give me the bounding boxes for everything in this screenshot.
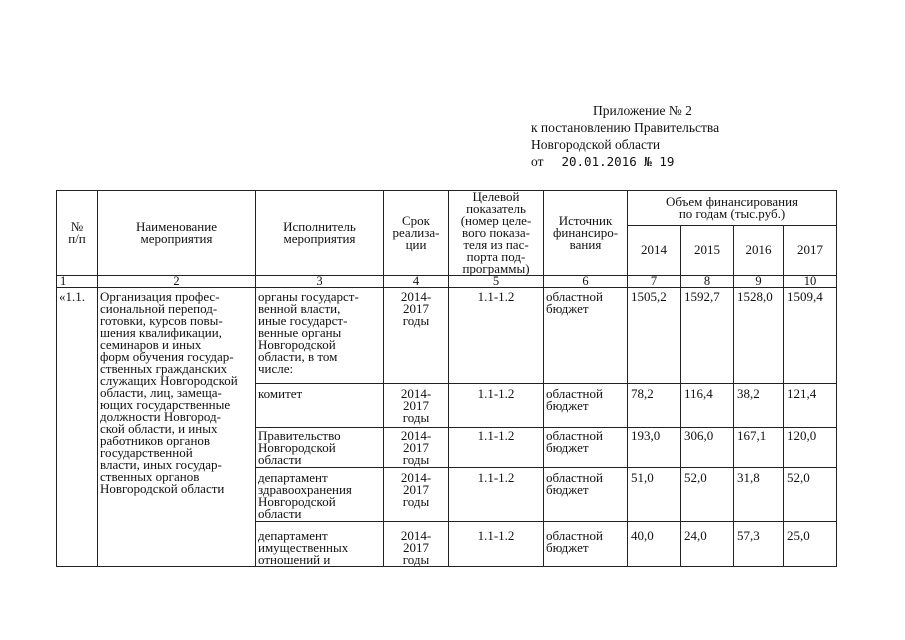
executor-cell: департамент имущественных отношений и xyxy=(256,522,384,567)
resolution-date xyxy=(531,153,719,170)
term-cell: 2014- 2017 годы xyxy=(384,428,449,468)
date-value: 20.01.2016 № 19 xyxy=(561,154,675,169)
value-2016: 167,1 xyxy=(734,428,784,468)
executor-cell: Правительство Новгородской области xyxy=(256,428,384,468)
value-2015: 52,0 xyxy=(681,468,734,522)
header-source: Источник финансиро- вания xyxy=(544,191,628,276)
document-header xyxy=(531,102,719,170)
column-number: 1 xyxy=(57,276,98,288)
value-2015: 306,0 xyxy=(681,428,734,468)
value-2017: 120,0 xyxy=(784,428,837,468)
value-2016: 31,8 xyxy=(734,468,784,522)
value-2017: 1509,4 xyxy=(784,288,837,384)
executor-cell: департамент здравоохранения Новгородской области xyxy=(256,468,384,522)
column-number: 9 xyxy=(734,276,784,288)
header-executor: Исполнитель мероприятия xyxy=(256,191,384,276)
value-2017: 121,4 xyxy=(784,384,837,428)
value-2014: 1505,2 xyxy=(628,288,681,384)
value-2014: 78,2 xyxy=(628,384,681,428)
value-2014: 40,0 xyxy=(628,522,681,567)
value-2017: 25,0 xyxy=(784,522,837,567)
item-number: «1.1. xyxy=(57,288,98,567)
region-name: Новгородской области xyxy=(531,137,661,152)
source-cell: областной бюджет xyxy=(544,468,628,522)
funding-table xyxy=(56,190,837,567)
header-year: 2017 xyxy=(784,225,837,275)
column-number: 10 xyxy=(784,276,837,288)
appendix-title: Приложение № 2 xyxy=(593,103,692,118)
header-term: Срок реализа- ции xyxy=(384,191,449,276)
column-number: 5 xyxy=(449,276,544,288)
source-cell: областной бюджет xyxy=(544,428,628,468)
target-cell: 1.1-1.2 xyxy=(449,522,544,567)
column-number: 7 xyxy=(628,276,681,288)
source-cell: областной бюджет xyxy=(544,384,628,428)
header-year: 2016 xyxy=(734,225,784,275)
value-2016: 38,2 xyxy=(734,384,784,428)
term-cell: 2014- 2017 годы xyxy=(384,468,449,522)
term-cell: 2014- 2017 годы xyxy=(384,288,449,384)
value-2017: 52,0 xyxy=(784,468,837,522)
value-2015: 1592,7 xyxy=(681,288,734,384)
target-cell: 1.1-1.2 xyxy=(449,384,544,428)
header-num: № п/п xyxy=(57,191,98,276)
header-target: Целевой показатель (номер целе- вого показа- теля из пас- порта под- программы) xyxy=(449,191,544,276)
source-cell: областной бюджет xyxy=(544,288,628,384)
value-2015: 116,4 xyxy=(681,384,734,428)
column-number: 2 xyxy=(98,276,256,288)
item-name: Организация профес- сиональной перепод- готовки, курсов повы- шения квалификации, семинаров и иных форм обучения государ- ственных гражданских служащих Новгородской области, лиц, замеща- ющих государственные должности Новгород- ской области, и иных работников органов государственной власти, иных государ- ственных органов Новгородской области xyxy=(98,288,256,567)
column-number: 4 xyxy=(384,276,449,288)
header-funding: Объем финансирования по годам (тыс.руб.) xyxy=(628,191,837,226)
value-2016: 57,3 xyxy=(734,522,784,567)
column-number: 3 xyxy=(256,276,384,288)
executor-cell: органы государст- венной власти, иные государст- венные органы Новгородской области, в том числе: xyxy=(256,288,384,384)
table-row xyxy=(57,288,837,384)
value-2014: 193,0 xyxy=(628,428,681,468)
header-year: 2015 xyxy=(681,225,734,275)
value-2014: 51,0 xyxy=(628,468,681,522)
term-cell: 2014- 2017 годы xyxy=(384,522,449,567)
target-cell: 1.1-1.2 xyxy=(449,468,544,522)
executor-cell: комитет xyxy=(256,384,384,428)
resolution-ref: к постановлению Правительства xyxy=(531,120,720,135)
target-cell: 1.1-1.2 xyxy=(449,428,544,468)
column-number: 8 xyxy=(681,276,734,288)
term-cell: 2014- 2017 годы xyxy=(384,384,449,428)
value-2015: 24,0 xyxy=(681,522,734,567)
value-2016: 1528,0 xyxy=(734,288,784,384)
date-prefix: от xyxy=(531,154,544,169)
target-cell: 1.1-1.2 xyxy=(449,288,544,384)
column-number: 6 xyxy=(544,276,628,288)
source-cell: областной бюджет xyxy=(544,522,628,567)
header-name: Наименование мероприятия xyxy=(98,191,256,276)
header-year: 2014 xyxy=(628,225,681,275)
column-number-row xyxy=(57,276,837,288)
